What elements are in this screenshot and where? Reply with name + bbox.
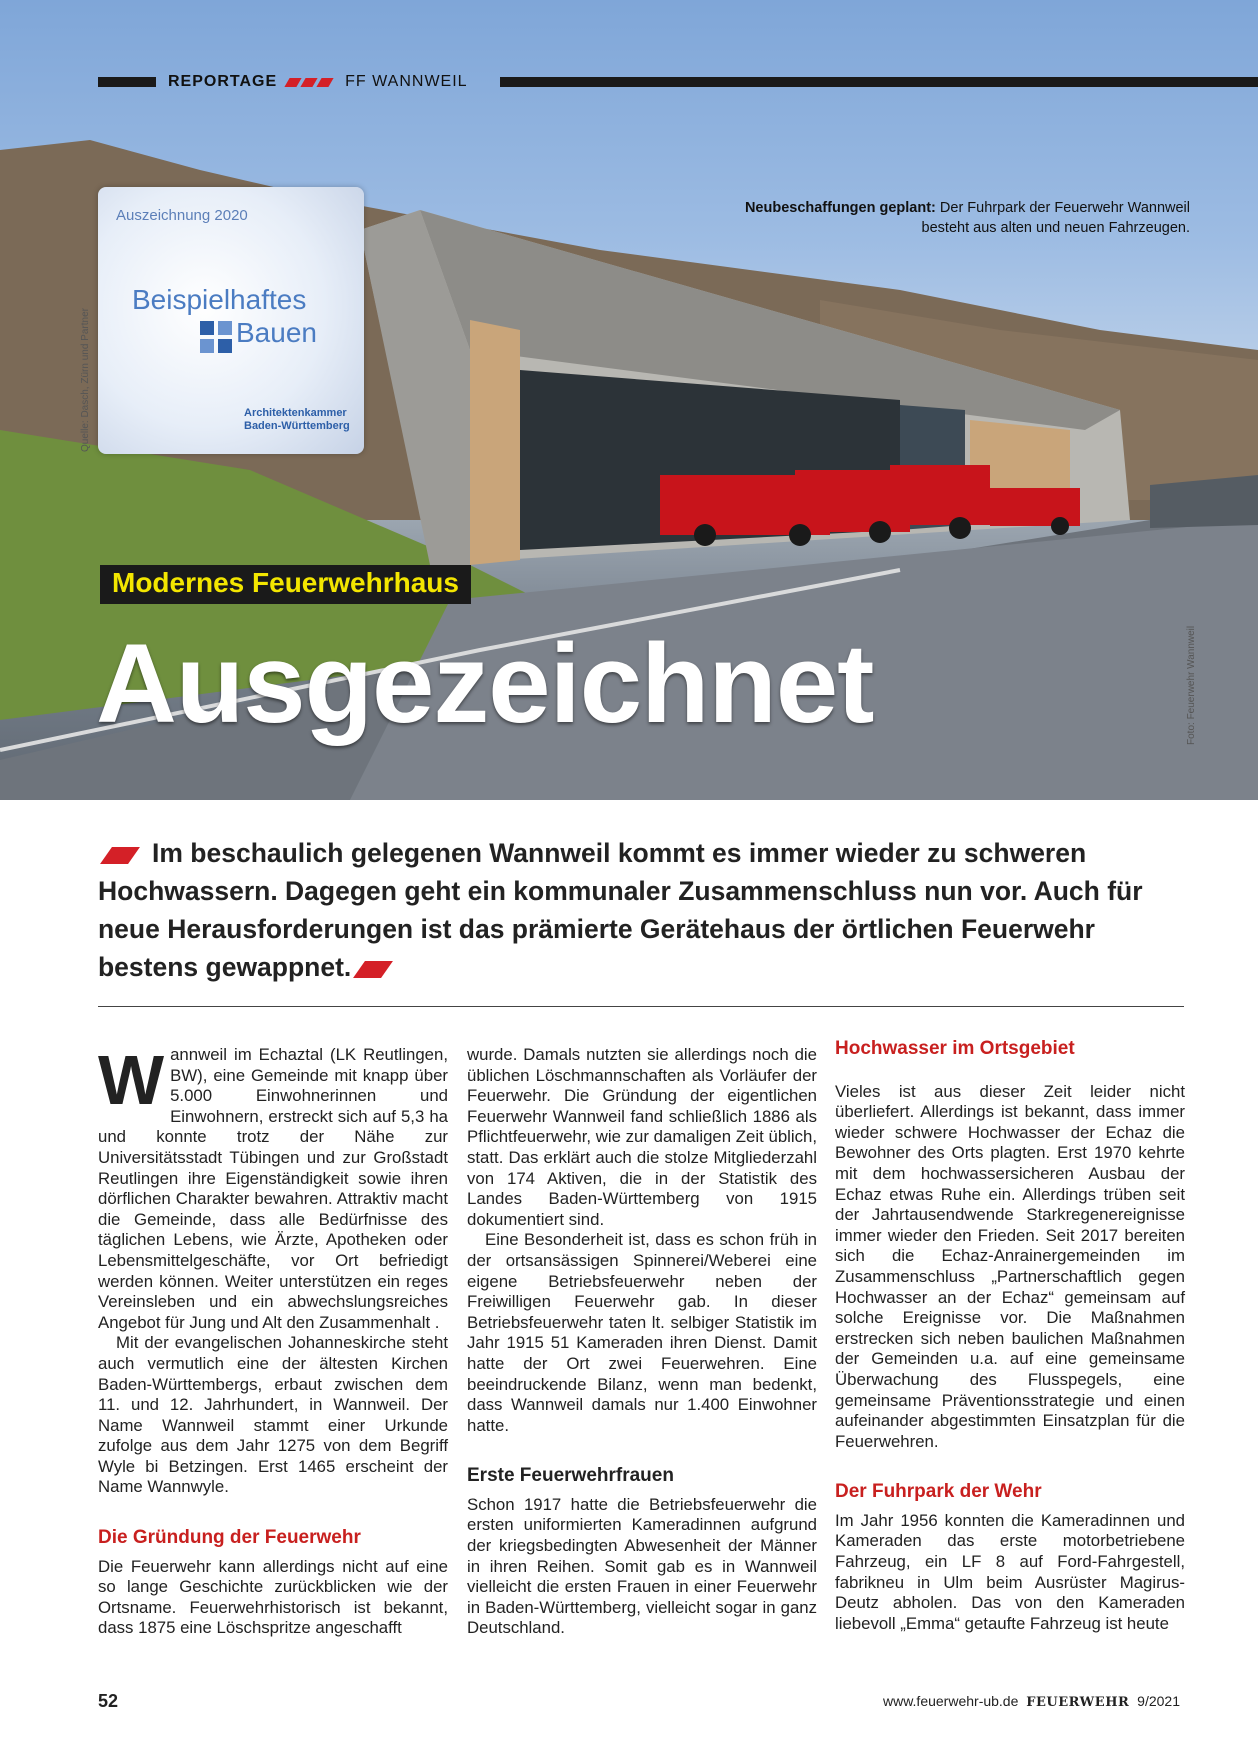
lead-text: Im beschaulich gelegenen Wannweil kommt es immer wieder zu schweren Hochwassern. Dagegen geht ein kommunaler Zusammenschluss nun vor. Auch für neue Herausforderungen ist das prämierte Gerätehaus der örtlichen Feuerwehr bestens gewappnet.: [98, 838, 1143, 982]
col1-paragraph-3: Die Feuerwehr kann allerdings nicht auf eine so lange Geschichte zurückblicken wie der Ortsname. Feuerwehrhistorisch ist bekannt, dass 1875 eine Löschspritze angeschafft: [98, 1556, 448, 1638]
col1-paragraph-1: [98, 1041, 448, 1333]
column-2: [467, 1045, 817, 1639]
caption-text: Der Fuhrpark der Feuerwehr Wannweil besteht aus alten und neuen Fahrzeugen.: [921, 200, 1190, 236]
col2-paragraph-3: Schon 1917 hatte die Betriebsfeuerwehr die ersten uniformierten Kameradinnen aufgrund der kriegsbedingten Abwesenheit der Männer in ihren Reihen. Somit gab es in Wannweil vielleicht die ersten Frauen in einer Feuerwehr in Baden-Württemberg, vielleicht sogar in ganz Deutschland.: [467, 1494, 817, 1638]
award-source-credit: Quelle: Dasch, Zürn und Partner: [80, 308, 91, 452]
footer-url: www.feuerwehr-ub.de: [882, 1693, 1019, 1709]
award-issuer-line1: Architektenkammer: [244, 407, 347, 419]
subsection-label: FF WANNWEIL: [345, 73, 468, 90]
section-label: REPORTAGE: [168, 73, 278, 90]
col2-paragraph-2: Eine Besonderheit ist, dass es schon früh in der ortsansässigen Spinnerei/Weberei eine eigene Betriebsfeuerwehr neben der Freiwilligen Feuerwehr gab. In dieser Betriebsfeuerwehr taten lt. selbiger Statistik im Jahr 1915 51 Kameraden ihren Dienst. Damit hatte der Ort zwei Feuerwehren. Eine beeindruckende Bilanz, wenn man bedenkt, dass Wannweil damals nur 1.400 Einwohner hatte.: [467, 1230, 817, 1435]
drop-cap: W: [98, 1041, 165, 1119]
award-title-line1: Beispielhaftes: [132, 284, 307, 315]
col3-heading-2: Der Fuhrpark der Wehr: [835, 1481, 1042, 1503]
col3-paragraph-1: Vieles ist aus dieser Zeit leider nicht überliefert. Allerdings ist bekannt, dass immer wieder schwere Hochwasser der Echaz die Bewohner des Orts plagten. Erst 1970 kehrte mit dem hochwassersicheren Ausbau der Echaz etwas Ruhe ein. Allerdings trüben seit der Jahrtausendwende Starkregenereignisse immer wieder den Frieden. Seit 2017 bereiten sich die Echaz-Anrainergemeinden im Zusammenschluss „Partnerschaftlich gegen Hochwasser an der Echaz“ gemeinsam auf solche Ereignisse vor. Die Maßnahmen erstrecken sich neben baulichen Maßnahmen der Gemeinden u.a. auf eine gemeinsame Überwachung des Flusspegels, eine gemeinsame Präventionsstrategie und einen aufeinander abgestimmten Einsatzplan für die Feuerwehren.: [835, 1081, 1185, 1451]
award-issuer-line2: Baden-Württemberg: [244, 420, 350, 432]
header-bar-left: [98, 77, 156, 87]
page-number: 52: [98, 1691, 119, 1711]
hero-photo: [0, 0, 1258, 800]
column-1: [98, 1041, 448, 1639]
award-title-line2: Bauen: [236, 317, 317, 348]
caption-bold: Neubeschaffungen geplant:: [744, 200, 936, 216]
stripes-icon: [287, 78, 335, 87]
column-3: [835, 1038, 1185, 1634]
col3-heading-1: Hochwasser im Ortsgebiet: [835, 1038, 1075, 1059]
col1-p1-text: annweil im Echaztal (LK Reutlingen, BW), eine Gemeinde mit knapp über 5.000 Einwohnerinnen und Einwohnern, erstreckt sich auf 5,3 ha und konnte trotz der Nähe zur Universitätsstadt Tübingen und zur Großstadt Reutlingen ihre Eigenständigkeit sowie ihren dörflichen Charakter bewahren. Attraktiv macht die Gemeinde, dass alle Bedürfnisse des täglichen Lebens, wie Ärzte, Apotheken oder Lebensmittelgeschäfte, vor Ort befriedigt werden können. Weiter unterstützen ein reges Vereinsleben und ein abwechslungsreiches Angebot für Jung und Alt den Zusammenhalt .: [98, 1045, 448, 1332]
col2-heading: Erste Feuerwehrfrauen: [467, 1465, 674, 1487]
lead-end-marker-icon: [353, 961, 393, 978]
lead-paragraph: [98, 834, 1178, 986]
award-year: Auszeichnung 2020: [116, 207, 248, 224]
col2-paragraph-1: wurde. Damals nutzten sie allerdings noch die üblichen Löschmannschaften als Vorläufer der Feuerwehr. Die Gründung der eigentlichen Feuerwehr Wannweil fand schließlich 1886 als Pflichtfeuerwehr, wie zur damaligen Zeit üblich, statt. Das erklärt auch die stolze Mitgliederzahl von 174 Aktiven, die in der Statistik des Landes Baden-Württemberg von 1915 dokumentiert sind.: [467, 1045, 817, 1229]
kicker: Modernes Feuerwehrhaus: [100, 565, 471, 604]
award-badge: [98, 187, 364, 454]
divider: [98, 1006, 1184, 1007]
award-issuer: [244, 407, 350, 433]
photo-credit: Foto: Feuerwehr Wannweil: [1186, 625, 1197, 745]
photo-caption: [700, 198, 1190, 238]
footer-info: [883, 1693, 1180, 1710]
footer-issue: 9/2021: [1137, 1693, 1180, 1709]
col3-paragraph-2: Im Jahr 1956 konnten die Kameradinnen und Kameraden das erste motorbetriebene Fahrzeug, ein LF 8 auf Ford-Fahrgestell, fabrikneu in Ulm beim Ausrüster Magirus-Deutz abholen. Das von den Kameraden liebevoll „Emma“ getaufte Fahrzeug ist heute: [835, 1510, 1185, 1633]
magazine-logo: FEUERWEHR: [1026, 1695, 1130, 1710]
headline: Ausgezeichnet: [96, 621, 874, 746]
lead-start-marker-icon: [100, 847, 140, 864]
section-header: [98, 74, 478, 90]
col1-paragraph-2: Mit der evangelischen Johanneskirche steht auch vermutlich eine der ältesten Kirchen Baden-Württembergs, erbaut zwischen dem 11. und 12. Jahrhundert, in Wannweil. Der Name Wannweil stammt einer Urkunde zufolge aus dem Jahr 1275 von dem Begriff Wyle bi Betzingen. Erst 1465 erscheint der Name Wannwyle.: [98, 1333, 448, 1497]
col1-heading: Die Gründung der Feuerwehr: [98, 1527, 361, 1549]
